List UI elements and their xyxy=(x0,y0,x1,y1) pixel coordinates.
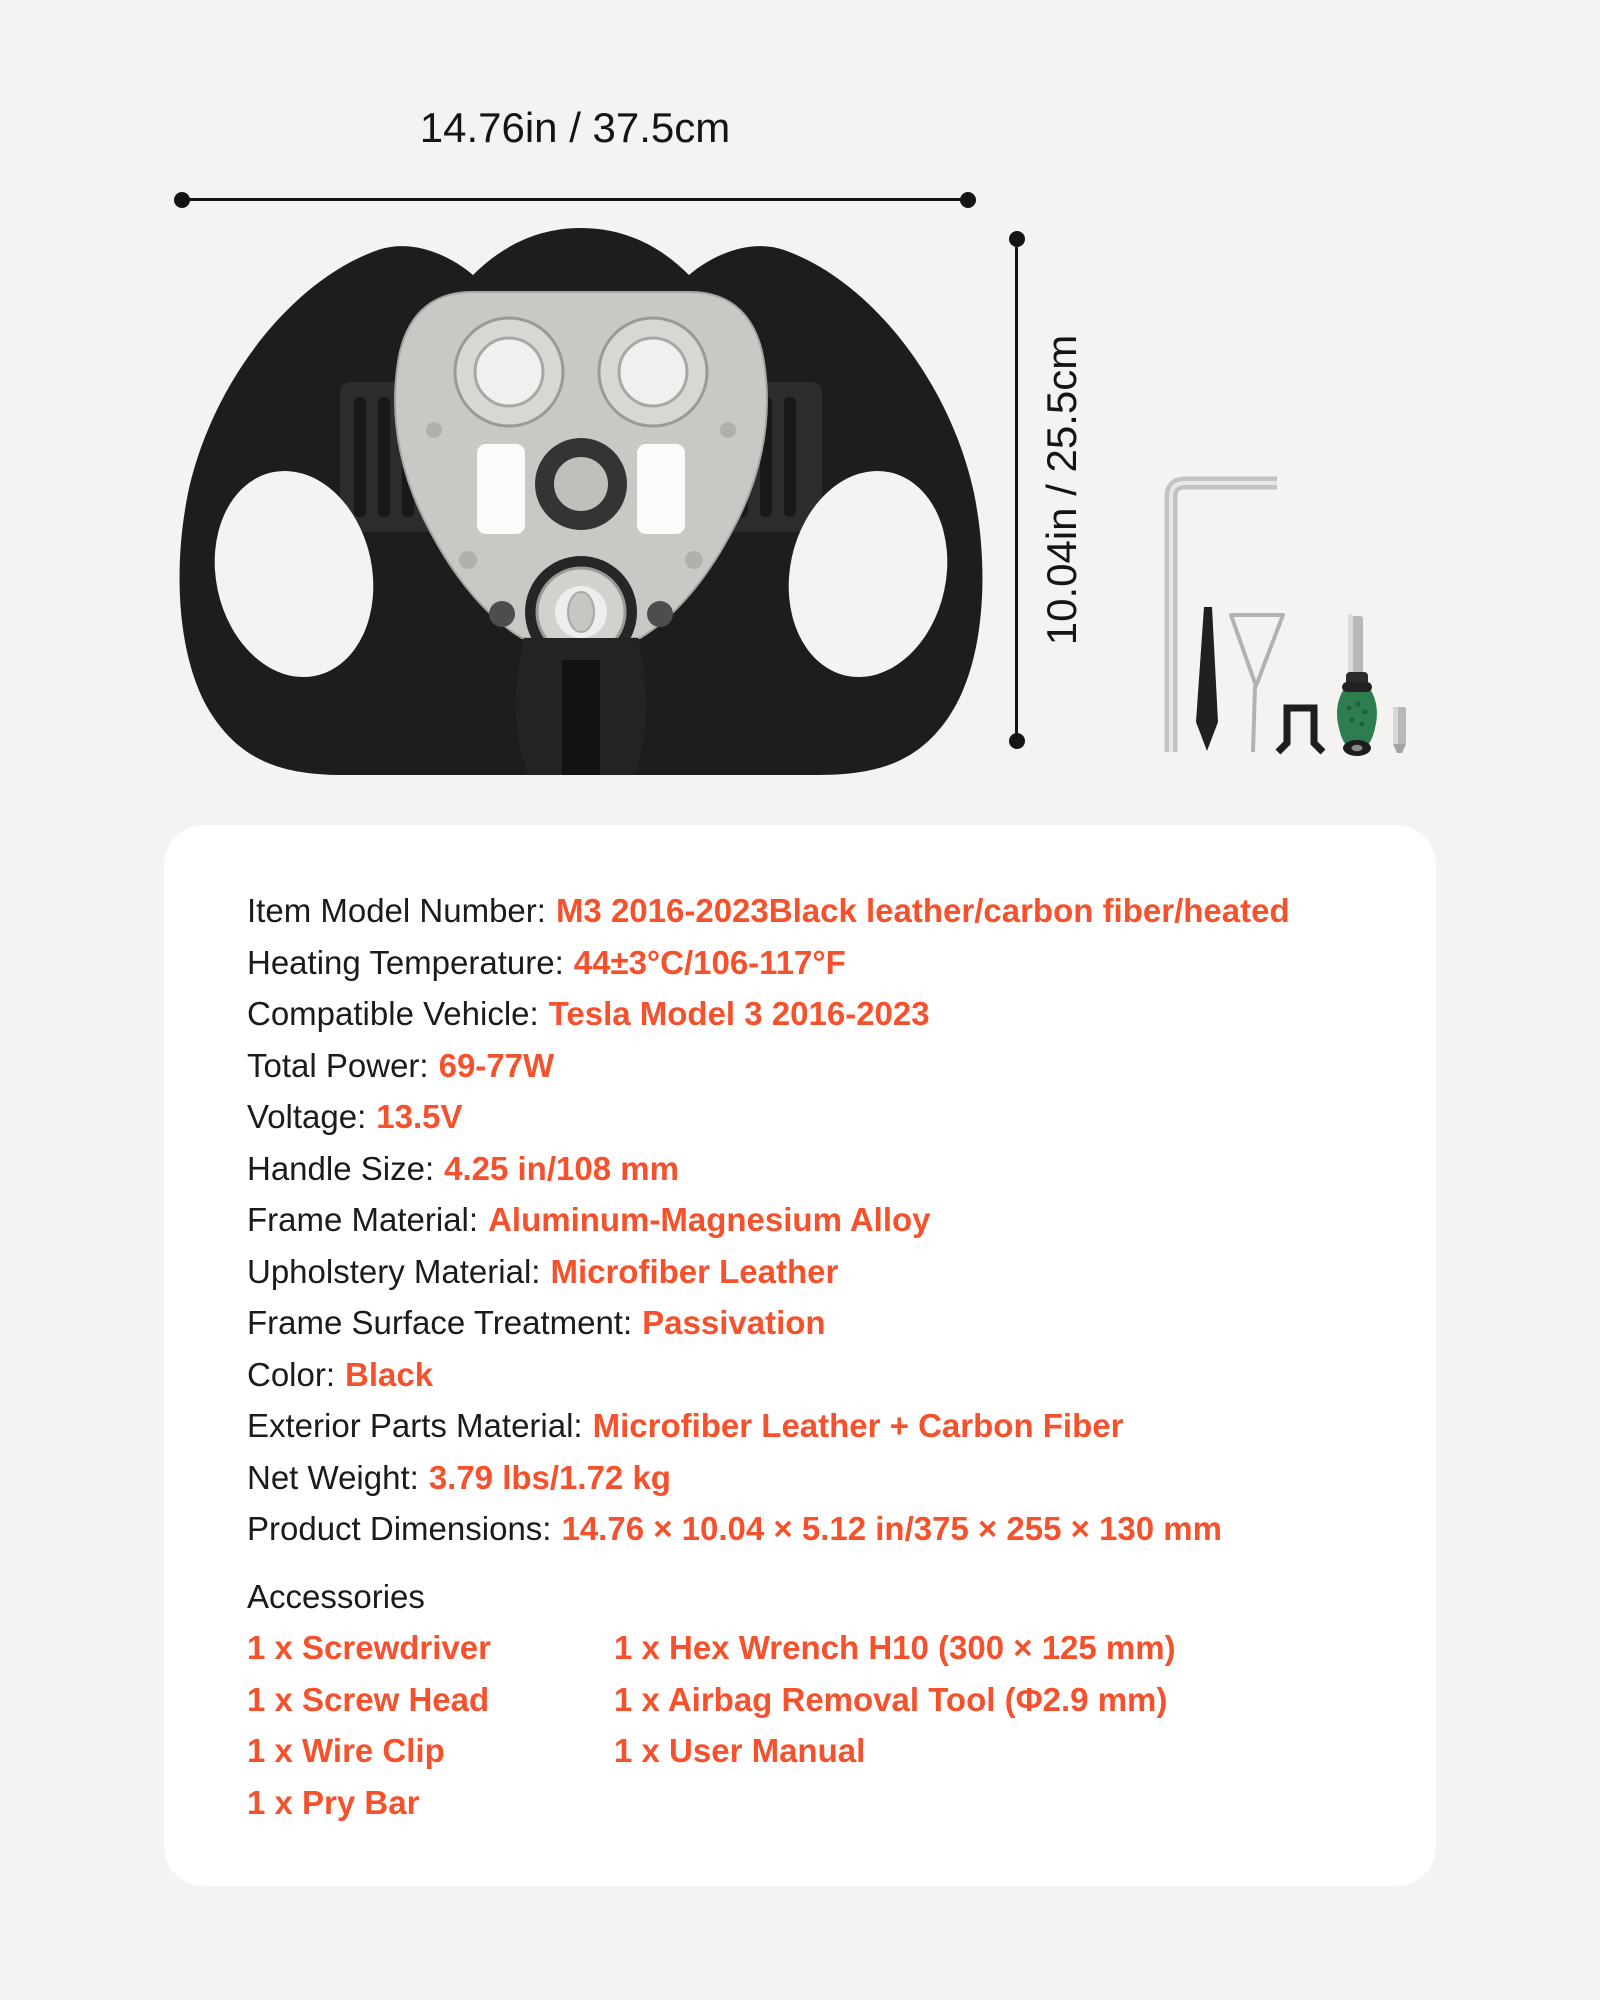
height-dimension-line xyxy=(1015,237,1018,743)
spec-row xyxy=(247,1143,1353,1195)
spec-row xyxy=(247,937,1353,989)
spec-value: Black xyxy=(345,1355,434,1393)
spec-value: M3 2016-2023Black leather/carbon fiber/heated xyxy=(555,892,1290,929)
spec-value: Aluminum-Magnesium Alloy xyxy=(488,1201,931,1238)
hex-wrench-icon xyxy=(1171,483,1277,752)
width-dimension-line xyxy=(180,198,970,201)
spec-label: Handle Size: xyxy=(247,1149,435,1187)
spec-label: Item Model Number: xyxy=(247,892,546,929)
dimension-endpoint-dot xyxy=(1009,231,1025,247)
height-dimension-label: 10.04in / 25.5cm xyxy=(1038,334,1085,646)
spec-row xyxy=(247,1503,1353,1555)
spec-row xyxy=(247,1297,1353,1349)
spec-label: Voltage: xyxy=(247,1098,367,1135)
accessory-item: 1 x Screw Head xyxy=(247,1680,490,1718)
spec-label: Frame Material: xyxy=(247,1201,479,1238)
spec-value: Microfiber Leather xyxy=(550,1252,839,1290)
spec-label: Color: xyxy=(247,1355,336,1393)
accessory-item: 1 x Screwdriver xyxy=(247,1629,491,1666)
accessories-title: Accessories xyxy=(247,1577,425,1615)
screw-bit-icon xyxy=(1393,707,1406,753)
spec-row xyxy=(247,1246,1353,1298)
spec-row xyxy=(247,988,1353,1040)
spec-row xyxy=(247,1040,1353,1092)
screwdriver-icon xyxy=(1337,614,1377,756)
accessory-item: 1 x Wire Clip xyxy=(247,1732,445,1769)
wire-clip-icon xyxy=(1278,708,1323,752)
spec-value: 14.76 × 10.04 × 5.12 in/375 × 255 × 130 mm xyxy=(561,1510,1222,1547)
spec-label: Heating Temperature: xyxy=(247,943,564,981)
spec-label: Upholstery Material: xyxy=(247,1252,541,1290)
spec-label: Product Dimensions: xyxy=(247,1510,552,1547)
spec-value: 3.79 lbs/1.72 kg xyxy=(428,1458,671,1496)
spec-label: Total Power: xyxy=(247,1046,429,1084)
spec-row xyxy=(247,1091,1353,1143)
spec-value: 13.5V xyxy=(376,1098,463,1135)
pry-bar-icon xyxy=(1196,607,1218,751)
spec-label: Net Weight: xyxy=(247,1458,419,1496)
spec-value: 44±3°C/106-117°F xyxy=(573,943,846,981)
spec-row xyxy=(247,1400,1353,1452)
steering-wheel-image xyxy=(172,222,990,784)
accessory-item: 1 x Hex Wrench H10 (300 × 125 mm) xyxy=(614,1629,1176,1666)
dimension-endpoint-dot xyxy=(960,192,976,208)
accessory-item: 1 x Airbag Removal Tool (Φ2.9 mm) xyxy=(614,1680,1168,1718)
airbag-removal-tool-icon xyxy=(1231,615,1283,752)
spec-label: Frame Surface Treatment: xyxy=(247,1304,633,1341)
spec-card xyxy=(164,825,1436,1886)
width-dimension-label: 14.76in / 37.5cm xyxy=(419,104,731,151)
accessories-list xyxy=(247,1622,1353,1828)
spec-value: Tesla Model 3 2016-2023 xyxy=(548,995,930,1032)
spec-row xyxy=(247,1452,1353,1504)
spec-row xyxy=(247,1194,1353,1246)
spec-label: Exterior Parts Material: xyxy=(247,1407,583,1444)
tools-image xyxy=(1150,460,1420,760)
accessory-item: 1 x User Manual xyxy=(614,1732,866,1769)
dimension-endpoint-dot xyxy=(1009,733,1025,749)
accessory-item: 1 x Pry Bar xyxy=(247,1783,420,1821)
dimension-endpoint-dot xyxy=(174,192,190,208)
wheel-lower-column xyxy=(516,638,646,775)
spec-value: Passivation xyxy=(642,1304,826,1341)
spec-value: 4.25 in/108 mm xyxy=(444,1149,679,1187)
accessories-column-left xyxy=(247,1622,614,1828)
spec-label: Compatible Vehicle: xyxy=(247,995,539,1032)
spec-row xyxy=(247,885,1353,937)
spec-row xyxy=(247,1349,1353,1401)
accessories-column-right xyxy=(614,1622,1353,1828)
spec-value: Microfiber Leather + Carbon Fiber xyxy=(592,1407,1124,1444)
spec-value: 69-77W xyxy=(438,1046,555,1084)
